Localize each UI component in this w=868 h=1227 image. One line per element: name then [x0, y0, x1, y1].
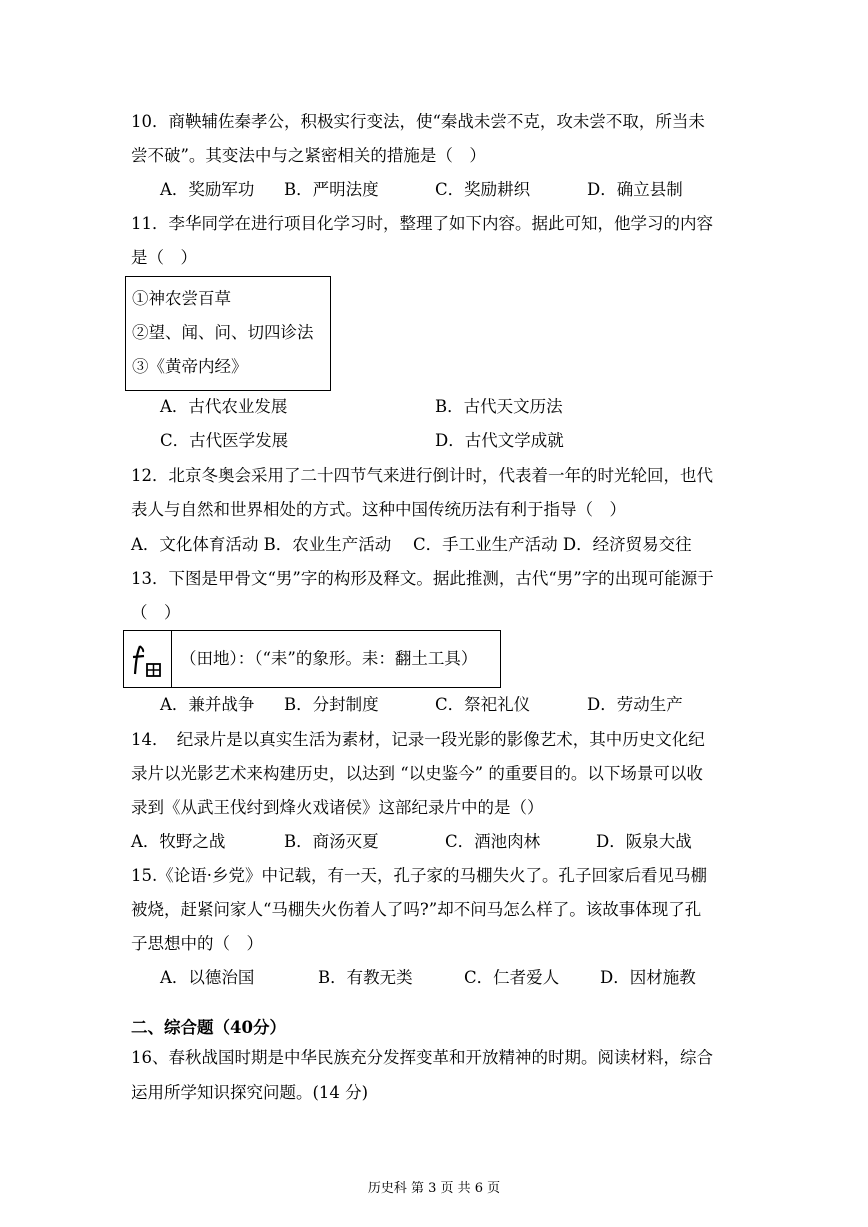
q13-option-b: B．分封制度: [284, 695, 379, 714]
q15-option-a: A．以德治国: [160, 968, 255, 987]
q13-option-d: D．劳动生产: [587, 695, 683, 714]
q11-option-c: C．古代医学发展: [160, 431, 289, 450]
q11-box-item: ①神农尝百草: [132, 289, 231, 308]
q10-option-a: A．奖励军功: [160, 180, 255, 199]
q11-content-box: [125, 276, 331, 391]
q14-option-a: A．牧野之战: [131, 832, 226, 851]
oracle-bone-glyph-icon: [124, 631, 170, 687]
q11-box-item: ②望、闻、问、切四诊法: [132, 323, 314, 342]
q15-stem-line2: 被烧，赶紧问家人“马棚失火伤着人了吗?”却不问马怎么样了。该故事体现了孔: [131, 900, 702, 919]
q14-stem-line3: 录到《从武王伐纣到烽火戏诸侯》这部纪录片中的是（）: [131, 798, 544, 817]
q13-oracle-table: [123, 630, 501, 688]
q11-option-b: B．古代天文历法: [435, 397, 563, 416]
q15-option-d: D．因材施教: [600, 968, 696, 987]
q13-option-a: A．兼并战争: [160, 695, 255, 714]
q13-option-c: C．祭祀礼仪: [435, 695, 531, 714]
q10-option-c: C．奖励耕织: [435, 180, 531, 199]
q12-stem-line1: 12．北京冬奥会采用了二十四节气来进行倒计时，代表着一年的时光轮回，也代: [131, 466, 713, 485]
q15-stem-line3: 子思想中的（ ）: [131, 934, 263, 953]
q11-option-d: D．古代文学成就: [435, 431, 564, 450]
q14-option-d: D．阪泉大战: [596, 832, 692, 851]
q10-stem-line2: 尝不破”。其变法中与之紧密相关的措施是（ ）: [131, 146, 486, 165]
q15-option-c: C．仁者爱人: [464, 968, 560, 987]
q13-explanation: （田地）：（“耒”的象形。耒：翻土工具）: [180, 649, 478, 668]
q10-stem-line1: 10．商鞅辅佐秦孝公，积极实行变法，使“秦战未尝不克，攻未尝不取，所当未: [131, 112, 705, 131]
q14-option-b: B．商汤灭夏: [284, 832, 379, 851]
q12-options: A．文化体育活动 B．农业生产活动 C．手工业生产活动 D．经济贸易交往: [131, 535, 692, 554]
q15-stem-line1: 15.《论语·乡党》中记载，有一天，孔子家的马棚失火了。孔子回家后看见马棚: [131, 866, 707, 885]
oracle-bone-nan-glyph: [124, 631, 172, 687]
q16-stem-line2: 运用所学知识探究问题。(14 分): [131, 1083, 369, 1102]
q13-stem-line1: 13．下图是甲骨文“男”字的构形及释文。据此推测，古代“男”字的出现可能源于: [131, 569, 714, 588]
q10-option-d: D．确立县制: [587, 180, 683, 199]
page-footer: 历史科 第 3 页 共 6 页: [367, 1181, 501, 1196]
q15-option-b: B．有教无类: [318, 968, 413, 987]
q11-stem-line2: 是（ ）: [131, 248, 197, 267]
q13-stem-line2: （ ）: [131, 603, 181, 622]
q14-option-c: C．酒池肉林: [445, 832, 541, 851]
q11-box-item: ③《黄帝内经》: [132, 357, 248, 376]
q11-option-a: A．古代农业发展: [160, 397, 288, 416]
q10-option-b: B．严明法度: [284, 180, 379, 199]
q16-stem-line1: 16、春秋战国时期是中华民族充分发挥变革和开放精神的时期。阅读材料，综合: [131, 1048, 713, 1067]
q11-stem-line1: 11．李华同学在进行项目化学习时，整理了如下内容。据此可知，他学习的内容: [131, 214, 713, 233]
q14-stem-line2: 录片以光影艺术来构建历史，以达到 “以史鉴今” 的重要目的。以下场景可以收: [131, 764, 703, 783]
q12-stem-line2: 表人与自然和世界相处的方式。这种中国传统历法有利于指导（ ）: [131, 500, 626, 519]
q14-stem-line1: 14． 纪录片是以真实生活为素材，记录一段光影的影像艺术，其中历史文化纪: [131, 730, 705, 749]
section-heading: 二、综合题（40分）: [131, 1018, 286, 1037]
